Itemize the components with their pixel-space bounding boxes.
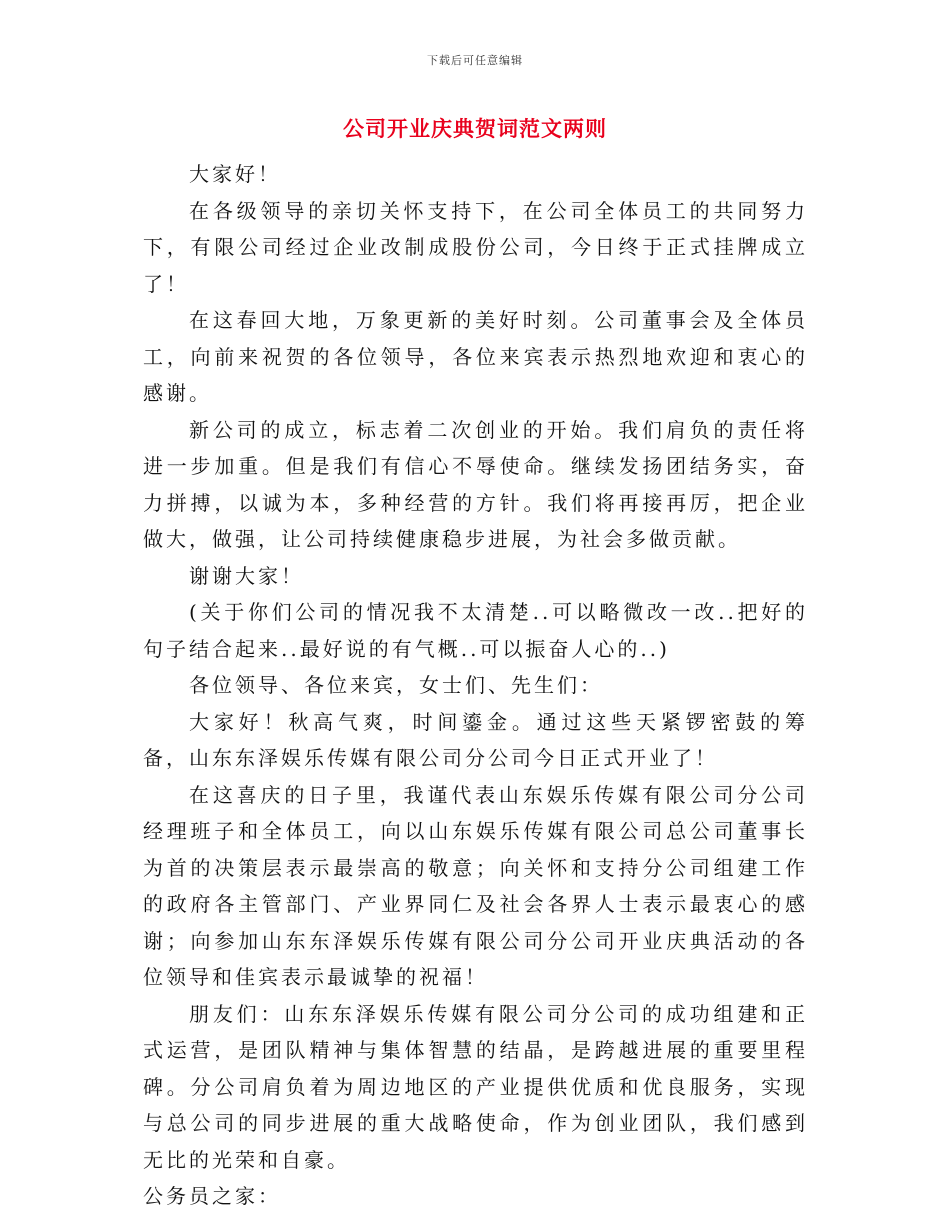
paragraph: 大家好！秋高气爽，时间鎏金。通过这些天紧锣密鼓的筹备，山东东泽娱乐传媒有限公司分公司今日正式开业了！ (143, 709, 808, 770)
document-title: 公司开业庆典贺词范文两则 (343, 116, 607, 141)
paragraph: 在各级领导的亲切关怀支持下，在公司全体员工的共同努力下，有限公司经过企业改制成股份公司，今日终于正式挂牌成立了！ (143, 198, 808, 296)
paragraph: 在这春回大地，万象更新的美好时刻。公司董事会及全体员工，向前来祝贺的各位领导，各位来宾表示热烈地欢迎和衷心的感谢。 (143, 308, 808, 405)
paragraph-last: 公务员之家： (143, 1184, 281, 1208)
paragraph-salutation: 各位领导、各位来宾，女士们、先生们： (189, 673, 603, 697)
paragraph: 朋友们：山东东泽娱乐传媒有限公司分公司的成功组建和正式运营，是团队精神与集体智慧的结晶，是跨越进展的重要里程碑。分公司肩负着为周边地区的产业提供优质和优良服务，实现与总公司的同步进展的重大战略使命，作为创业团队，我们感到无比的光荣和自豪。 (143, 1001, 808, 1172)
paragraph-greeting: 大家好！ (189, 162, 281, 186)
page-header-note: 下载后可任意编辑 (427, 54, 523, 67)
paragraph: 在这喜庆的日子里，我谨代表山东娱乐传媒有限公司分公司经理班子和全体员工，向以山东娱乐传媒有限公司总公司董事长为首的决策层表示最崇高的敬意；向关怀和支持分公司组建工作的政府各主管部门、产业界同仁及社会各界人士表示最衷心的感谢；向参加山东东泽娱乐传媒有限公司分公司开业庆典活动的各位领导和佳宾表示最诚挚的祝福！ (143, 782, 808, 989)
paragraph: 新公司的成立，标志着二次创业的开始。我们肩负的责任将进一步加重。但是我们有信心不辱使命。继续发扬团结务实，奋力拼搏，以诚为本，多种经营的方针。我们将再接再厉，把企业做大，做强，让公司持续健康稳步进展，为社会多做贡献。 (143, 417, 808, 551)
paragraph-thanks: 谢谢大家！ (189, 563, 304, 588)
paragraph-note: (关于你们公司的情况我不太清楚..可以略微改一改..把好的句子结合起来..最好说的有气概..可以振奋人心的..) (143, 600, 808, 661)
document-body (143, 156, 808, 1215)
